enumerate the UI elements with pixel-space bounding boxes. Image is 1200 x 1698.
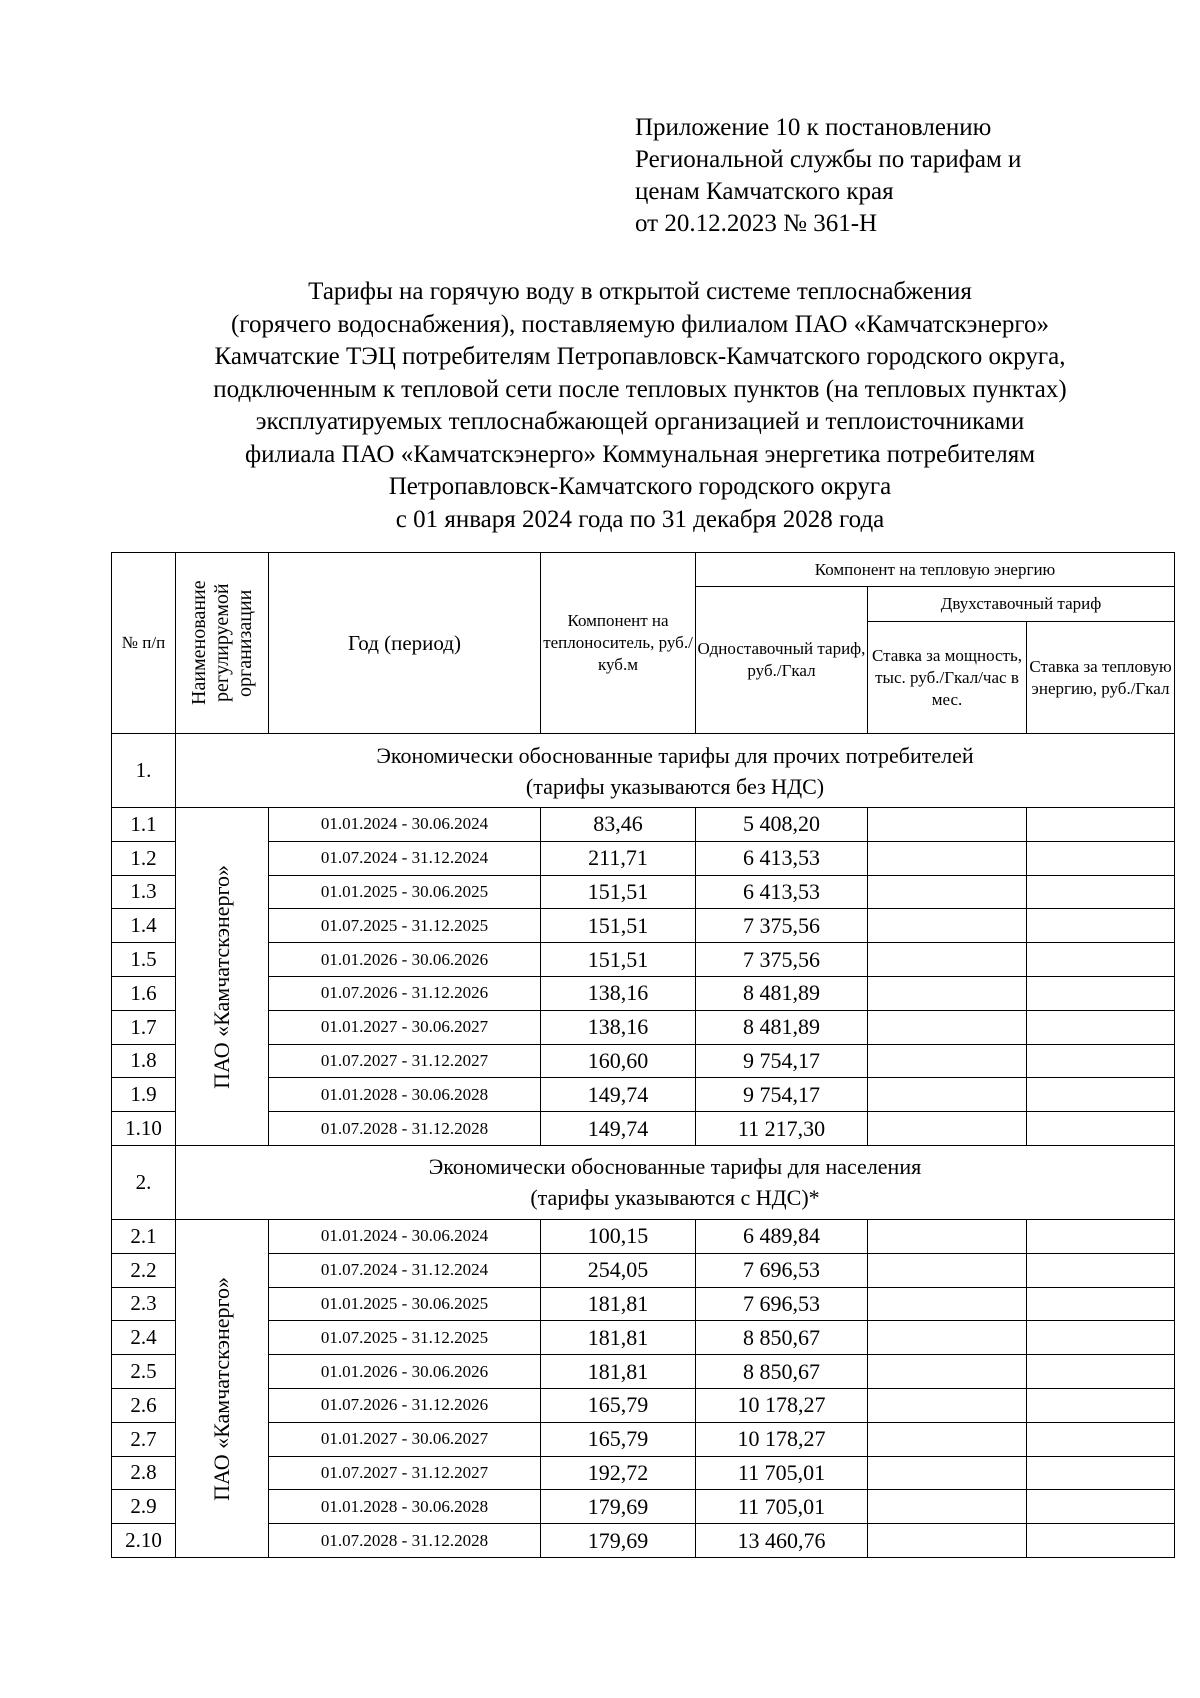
row-period: 01.07.2027 - 31.12.2027 [269,1044,541,1078]
appendix-line: Приложение 10 к постановлению [635,114,992,141]
row-num: 2.10 [112,1524,176,1558]
row-carrier: 160,60 [541,1044,696,1078]
title-line: Петропавловск-Камчатского городского округа [388,473,892,500]
header-capacity-rate: Ставка за мощность, тыс. руб./Гкал/час в мес. [868,622,1027,734]
header-two-rate: Двухставочный тариф [868,587,1175,622]
header-org-text: Наименование регулируемой организации [187,580,256,706]
row-energy-rate [1027,943,1175,977]
row-capacity-rate [868,1388,1027,1422]
row-energy-rate [1027,1422,1175,1456]
row-carrier: 165,79 [541,1388,696,1422]
row-num: 2.6 [112,1388,176,1422]
row-carrier: 151,51 [541,875,696,909]
row-energy-rate [1027,1490,1175,1524]
row-period: 01.07.2028 - 31.12.2028 [269,1524,541,1558]
row-capacity-rate [868,1287,1027,1321]
row-carrier: 192,72 [541,1456,696,1490]
row-period: 01.01.2026 - 30.06.2026 [269,943,541,977]
table-row [112,976,1175,1010]
row-capacity-rate [868,1422,1027,1456]
row-num: 2.8 [112,1456,176,1490]
org-name: ПАО «Камчатскэнерго» [209,1276,234,1501]
row-single-rate: 11 705,01 [696,1490,868,1524]
row-capacity-rate [868,1112,1027,1146]
row-period: 01.07.2026 - 31.12.2026 [269,976,541,1010]
section-header-row [112,1145,1175,1219]
row-single-rate: 11 217,30 [696,1112,868,1146]
row-capacity-rate [868,1456,1027,1490]
table-row [112,1388,1175,1422]
row-energy-rate [1027,1321,1175,1355]
row-period: 01.01.2026 - 30.06.2026 [269,1355,541,1389]
section-title [176,734,1175,808]
row-carrier: 181,81 [541,1321,696,1355]
row-single-rate: 11 705,01 [696,1456,868,1490]
row-num: 1.2 [112,841,176,875]
row-period: 01.01.2027 - 30.06.2027 [269,1422,541,1456]
table-row [112,1112,1175,1146]
row-single-rate: 8 850,67 [696,1355,868,1389]
row-energy-rate [1027,976,1175,1010]
title-line: эксплуатируемых теплоснабжающей организацией и теплоисточниками [255,408,1025,435]
table-row [112,1253,1175,1287]
section-num: 2. [112,1145,176,1219]
table-row [112,1456,1175,1490]
row-period: 01.07.2026 - 31.12.2026 [269,1388,541,1422]
section-num: 1. [112,734,176,808]
row-num: 1.1 [112,808,176,842]
appendix-line: Региональной службы по тарифам и [635,146,1022,173]
row-carrier: 83,46 [541,808,696,842]
row-energy-rate [1027,1044,1175,1078]
row-period: 01.07.2025 - 31.12.2025 [269,909,541,943]
row-period: 01.01.2025 - 30.06.2025 [269,1287,541,1321]
row-num: 2.2 [112,1253,176,1287]
table-row [112,1078,1175,1112]
row-capacity-rate [868,976,1027,1010]
appendix-line: ценам Камчатского края [635,178,894,205]
row-energy-rate [1027,1524,1175,1558]
title-line: с 01 января 2024 года по 31 декабря 2028 года [395,505,885,533]
row-num: 1.10 [112,1112,176,1146]
row-capacity-rate [868,1524,1027,1558]
table-row [112,909,1175,943]
row-period: 01.07.2028 - 31.12.2028 [269,1112,541,1146]
row-single-rate: 8 850,67 [696,1321,868,1355]
row-energy-rate [1027,1010,1175,1044]
row-carrier: 181,81 [541,1287,696,1321]
section-title-line: (тарифы указываются без НДС) [525,773,825,799]
row-energy-rate [1027,1456,1175,1490]
row-carrier: 138,16 [541,1010,696,1044]
header-num: № п/п [112,553,176,734]
row-num: 2.3 [112,1287,176,1321]
row-num: 2.5 [112,1355,176,1389]
row-capacity-rate [868,1010,1027,1044]
tariff-table [111,552,1175,1558]
title-line: филиала ПАО «Камчатскэнерго» Коммунальная энергетика потребителям [244,440,1036,468]
row-num: 1.9 [112,1078,176,1112]
table-row [112,841,1175,875]
row-energy-rate [1027,875,1175,909]
row-carrier: 138,16 [541,976,696,1010]
org-cell [176,808,269,1146]
table-row [112,943,1175,977]
row-single-rate: 7 375,56 [696,943,868,977]
row-single-rate: 8 481,89 [696,1010,868,1044]
header-org [176,553,269,734]
row-single-rate: 13 460,76 [696,1524,868,1558]
row-capacity-rate [868,1078,1027,1112]
row-capacity-rate [868,1219,1027,1253]
table-row [112,1490,1175,1524]
row-capacity-rate [868,841,1027,875]
row-capacity-rate [868,943,1027,977]
row-period: 01.01.2024 - 30.06.2024 [269,1219,541,1253]
title-line: Тарифы на горячую воду в открытой системе теплоснабжения [308,278,972,305]
row-single-rate: 9 754,17 [696,1044,868,1078]
row-carrier: 179,69 [541,1524,696,1558]
row-single-rate: 6 413,53 [696,841,868,875]
table-row [112,1219,1175,1253]
row-single-rate: 7 696,53 [696,1253,868,1287]
row-single-rate: 10 178,27 [696,1388,868,1422]
row-period: 01.07.2027 - 31.12.2027 [269,1456,541,1490]
table-row [112,1321,1175,1355]
row-carrier: 151,51 [541,943,696,977]
row-num: 2.9 [112,1490,176,1524]
row-period: 01.01.2027 - 30.06.2027 [269,1010,541,1044]
row-num: 1.3 [112,875,176,909]
row-energy-rate [1027,1355,1175,1389]
header-single-rate: Одноставочный тариф, руб./Гкал [696,587,868,734]
row-single-rate: 7 375,56 [696,909,868,943]
row-carrier: 179,69 [541,1490,696,1524]
header-energy-rate: Ставка за тепловую энергию, руб./Гкал [1027,622,1175,734]
header-heat-component: Компонент на тепловую энергию [696,553,1175,587]
row-energy-rate [1027,1253,1175,1287]
row-num: 2.4 [112,1321,176,1355]
table-row [112,1422,1175,1456]
section-header-row [112,734,1175,808]
row-energy-rate [1027,1388,1175,1422]
section-title-line: Экономически обоснованные тарифы для прочих потребителей [376,742,974,768]
row-carrier: 149,74 [541,1078,696,1112]
row-capacity-rate [868,909,1027,943]
appendix-reference [635,112,1105,240]
row-capacity-rate [868,1044,1027,1078]
row-carrier: 149,74 [541,1112,696,1146]
title-line: (горячего водоснабжения), поставляемую филиалом ПАО «Камчатскэнерго» [230,310,1050,338]
title-line: Камчатские ТЭЦ потребителям Петропавловск-Камчатского городского округа, [214,343,1066,370]
row-period: 01.01.2028 - 30.06.2028 [269,1490,541,1524]
header-period: Год (период) [269,553,541,734]
table-row [112,1355,1175,1389]
row-carrier: 151,51 [541,909,696,943]
row-num: 1.8 [112,1044,176,1078]
row-carrier: 165,79 [541,1422,696,1456]
table-row [112,808,1175,842]
section-title-line: Экономически обоснованные тарифы для населения [428,1154,922,1180]
row-num: 1.6 [112,976,176,1010]
table-row [112,875,1175,909]
row-energy-rate [1027,1112,1175,1146]
row-carrier: 211,71 [541,841,696,875]
row-capacity-rate [868,1253,1027,1287]
header-carrier: Компонент на теплоноситель, руб./куб.м [541,553,696,734]
table-row [112,1524,1175,1558]
row-carrier: 254,05 [541,1253,696,1287]
row-single-rate: 10 178,27 [696,1422,868,1456]
row-single-rate: 9 754,17 [696,1078,868,1112]
row-single-rate: 7 696,53 [696,1287,868,1321]
row-single-rate: 5 408,20 [696,808,868,842]
row-num: 2.1 [112,1219,176,1253]
org-name: ПАО «Камчатскэнерго» [209,864,234,1089]
section-title-line: (тарифы указываются с НДС)* [530,1185,820,1211]
row-energy-rate [1027,1219,1175,1253]
row-num: 1.4 [112,909,176,943]
section-title [176,1145,1175,1219]
row-period: 01.07.2024 - 31.12.2024 [269,1253,541,1287]
row-energy-rate [1027,909,1175,943]
row-num: 1.5 [112,943,176,977]
row-period: 01.01.2024 - 30.06.2024 [269,808,541,842]
table-row [112,1044,1175,1078]
row-single-rate: 8 481,89 [696,976,868,1010]
org-cell [176,1219,269,1557]
row-period: 01.07.2025 - 31.12.2025 [269,1321,541,1355]
row-capacity-rate [868,1321,1027,1355]
row-capacity-rate [868,1355,1027,1389]
row-energy-rate [1027,1287,1175,1321]
row-carrier: 181,81 [541,1355,696,1389]
row-capacity-rate [868,875,1027,909]
row-single-rate: 6 413,53 [696,875,868,909]
title-line: подключенным к тепловой сети после тепловых пунктов (на тепловых пунктах) [213,375,1067,403]
row-carrier: 100,15 [541,1219,696,1253]
row-period: 01.01.2028 - 30.06.2028 [269,1078,541,1112]
row-period: 01.01.2025 - 30.06.2025 [269,875,541,909]
row-energy-rate [1027,841,1175,875]
row-period: 01.07.2024 - 31.12.2024 [269,841,541,875]
document-title [110,276,1170,536]
row-energy-rate [1027,808,1175,842]
appendix-line: от 20.12.2023 № 361-Н [635,210,878,237]
row-num: 1.7 [112,1010,176,1044]
row-num: 2.7 [112,1422,176,1456]
table-row [112,1287,1175,1321]
table-row [112,1010,1175,1044]
row-single-rate: 6 489,84 [696,1219,868,1253]
row-energy-rate [1027,1078,1175,1112]
row-capacity-rate [868,1490,1027,1524]
row-capacity-rate [868,808,1027,842]
